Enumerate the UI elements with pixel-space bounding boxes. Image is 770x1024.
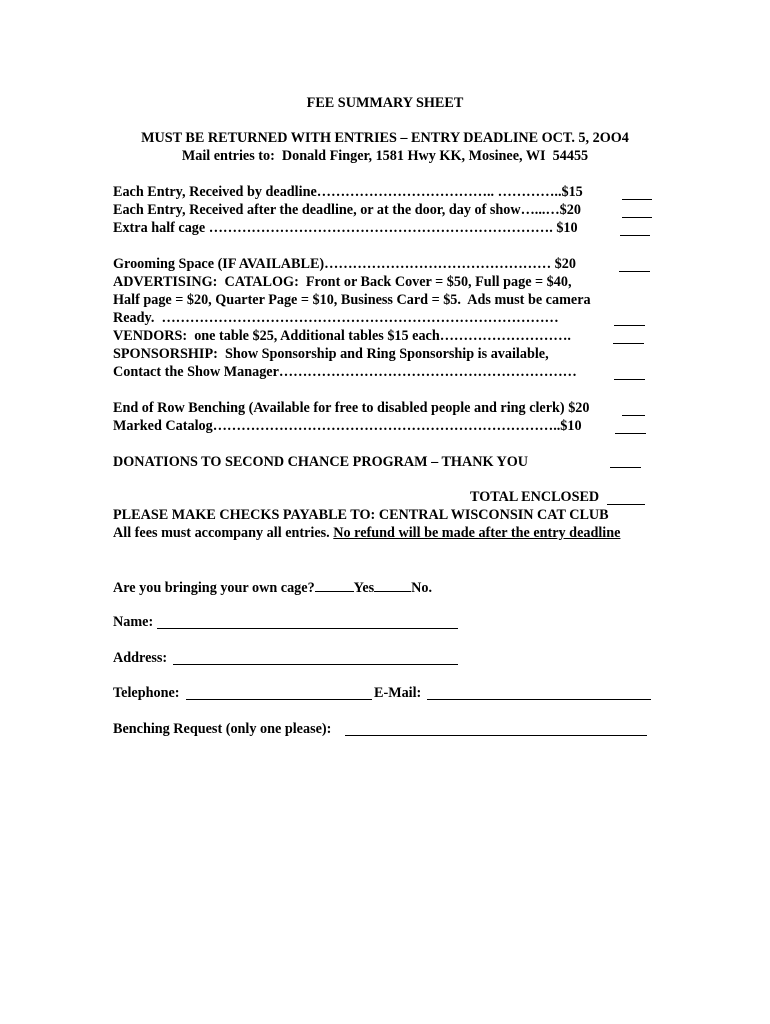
mail-address: Mail entries to: Donald Finger, 1581 Hwy KK, Mosinee, WI 54455 [181, 148, 589, 164]
fee-advertising-blank[interactable] [614, 311, 645, 326]
address-label: Address: [113, 650, 168, 666]
fee-sponsorship-blank[interactable] [614, 365, 645, 380]
email-label: E-Mail: [374, 685, 422, 701]
fee-grooming-blank[interactable] [619, 257, 650, 272]
fee-grooming: Grooming Space (IF AVAILABLE)………………………………………… $20 [113, 256, 576, 272]
total-enclosed-label: TOTAL ENCLOSED [470, 489, 600, 505]
email-field[interactable] [427, 685, 651, 700]
advertising-line-3: Ready. ………………………………………………………………………… [113, 310, 559, 326]
advertising-line-2: Half page = $20, Quarter Page = $10, Business Card = $5. Ads must be camera [113, 292, 591, 308]
page-title: FEE SUMMARY SHEET [306, 95, 464, 111]
fee-entry-after-deadline: Each Entry, Received after the deadline, or at the door, day of show…...…$20 [113, 202, 581, 218]
checks-payable: PLEASE MAKE CHECKS PAYABLE TO: CENTRAL WISCONSIN CAT CLUB [113, 507, 609, 523]
fee-end-of-row-blank[interactable] [622, 401, 645, 416]
cage-no-blank[interactable] [374, 578, 411, 592]
telephone-field[interactable] [186, 685, 372, 700]
sponsorship-line-2: Contact the Show Manager……………………………………………………… [113, 364, 577, 380]
total-enclosed-blank[interactable] [607, 490, 645, 505]
telephone-label: Telephone: [113, 685, 180, 701]
cage-yes-blank[interactable] [315, 578, 354, 592]
cage-yes-label: Yes [353, 580, 375, 596]
sponsorship-line-1: SPONSORSHIP: Show Sponsorship and Ring Sponsorship is available, [113, 346, 549, 362]
fee-half-cage-blank[interactable] [620, 221, 650, 236]
fees-accompany-text: All fees must accompany all entries. [113, 525, 334, 541]
donations-blank[interactable] [610, 453, 641, 468]
cage-no-label: No. [411, 580, 433, 596]
fee-half-cage: Extra half cage ………………………………………………………………. $10 [113, 220, 578, 236]
cage-question: Are you bringing your own cage? [113, 580, 315, 596]
cage-question-row [113, 578, 432, 597]
name-field[interactable] [157, 614, 458, 629]
fee-vendors: VENDORS: one table $25, Additional tables $15 each………………………. [113, 328, 571, 344]
fee-vendors-blank[interactable] [613, 329, 644, 344]
address-field[interactable] [173, 650, 458, 665]
fee-marked-catalog-blank[interactable] [615, 419, 646, 434]
fees-note [113, 525, 620, 542]
refund-policy: No refund will be made after the entry deadline [333, 525, 621, 541]
fee-end-of-row: End of Row Benching (Available for free to disabled people and ring clerk) $20 [113, 400, 590, 416]
advertising-line-1: ADVERTISING: CATALOG: Front or Back Cover = $50, Full page = $40, [113, 274, 572, 290]
deadline-notice: MUST BE RETURNED WITH ENTRIES – ENTRY DEADLINE OCT. 5, 2OO4 [141, 130, 629, 146]
donations-line: DONATIONS TO SECOND CHANCE PROGRAM – THANK YOU [113, 454, 529, 470]
fee-entry-by-deadline-blank[interactable] [622, 185, 652, 200]
name-label: Name: [113, 614, 154, 630]
fee-entry-after-deadline-blank[interactable] [622, 203, 652, 218]
fee-marked-catalog: Marked Catalog………………………………………………………………..$10 [113, 418, 582, 434]
benching-request-label: Benching Request (only one please): [113, 721, 332, 737]
benching-request-field[interactable] [345, 721, 647, 736]
fee-entry-by-deadline: Each Entry, Received by deadline……………………………….. …………..$15 [113, 184, 583, 200]
